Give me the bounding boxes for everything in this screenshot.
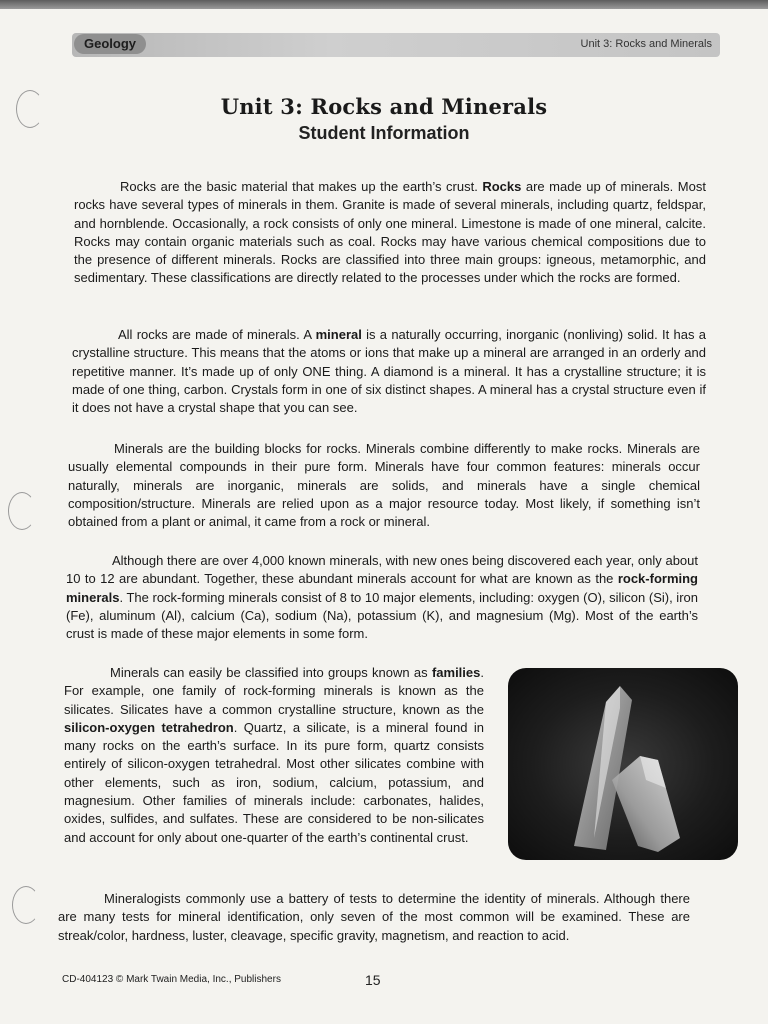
binder-hole-icon (8, 492, 36, 530)
term-silicon-oxygen-tetrahedron: silicon-oxygen tetrahedron (64, 719, 234, 735)
page-subtitle: Student Information (298, 123, 470, 143)
header-band (72, 33, 720, 57)
term-mineral: mineral (315, 327, 362, 342)
paragraph-building-blocks: Minerals are the building blocks for rocks. Minerals combine differently to make rocks. Minerals are usually elemental compounds in their pure form. Minerals have four common features: minerals occur naturally, minerals are inorganic, minerals are solids, and minerals have a single chemical composition/structure. Minerals are relied upon as a major resource today. Most likely, if something isn’t obtained from a plant or animal, it came from a rock or mineral. (68, 441, 700, 530)
term-families: families (431, 665, 481, 680)
paragraph-mineral: All rocks are made of minerals. A mineral is a naturally occurring, inorganic (nonliving) solid. It has a crystalline structure. This means that the atoms or ions that make up a mineral are arranged in an orderly and repetitive manner. It’s made up of only ONE thing. A diamond is a mineral. It has a crystalline structure; it is made of one thing, carbon. Crystals form in one of six distinct shapes. A mineral has a crystal structure even if it does not have a crystal shape that you can see. (72, 327, 706, 416)
term-rock-forming-minerals: rock-forming minerals (66, 571, 698, 605)
page-title: Unit 3: Rocks and Minerals (220, 94, 548, 119)
paragraph-mineral-tests: Mineralogists commonly use a battery of tests to determine the identity of minerals. Although there are many tests for mineral identification, only seven of the most common will be examined. These are streak/color, hardness, luster, cleavage, specific gravity, magnetism, and reaction to acid. (58, 891, 690, 943)
paragraph-rocks: Rocks are the basic material that makes up the earth’s crust. Rocks are made up of minerals. Most rocks have several types of minerals in them. Granite is made of several minerals, including quartz, feldspar, and hornblende. Occasionally, a rock consists of only one mineral. Limestone is made of one mineral, calcite. Rocks may contain organic materials such as coal. Rocks may have various chemical compositions due to the presence of different minerals. Rocks are classified into three main groups: igneous, metamorphic, and sedimentary. These classifications are directly related to the processes under which the rocks are formed. (74, 179, 706, 286)
quartz-crystal-photo (508, 668, 738, 860)
header-unit-label: Unit 3: Rocks and Minerals (580, 38, 712, 50)
paragraph-families: Minerals can easily be classified into groups known as families. For example, one family of rock-forming minerals is known as the silicates. Silicates have a common crystalline structure, known as the silicon-oxygen tetrahedron. Quartz, a silicate, is a mineral found in many rocks on the earth’s surface. In its pure form, quartz consists entirely of silicon-oxygen tetrahedral. Most other silicates combine with other elements, such as iron, sodium, calcium, potassium, and magnesium. Other families of minerals include: carbonates, halides, oxides, sulfides, and sulfates. These are considered to be non-silicates and account for only about one-quarter of the earth’s continental crust. (64, 665, 484, 845)
binder-hole-icon (12, 886, 40, 924)
quartz-crystal-illustration (508, 668, 738, 860)
top-rule (0, 0, 768, 9)
subject-tab: Geology (74, 34, 146, 54)
page-number: 15 (365, 972, 381, 988)
term-rocks: Rocks (482, 179, 522, 194)
paragraph-rock-forming: Although there are over 4,000 known minerals, with new ones being discovered each year, only about 10 to 12 are abundant. Together, these abundant minerals account for what are known as the rock-forming minerals. The rock-forming minerals consist of 8 to 10 major elements, including: oxygen (O), silicon (Si), iron (Fe), aluminum (Al), calcium (Ca), sodium (Na), potassium (K), and magnesium (Mg). Most of the earth’s crust is made of these major elements in some form. (66, 553, 698, 642)
title-block (0, 94, 768, 144)
footer-publisher: CD-404123 © Mark Twain Media, Inc., Publishers (62, 974, 281, 985)
